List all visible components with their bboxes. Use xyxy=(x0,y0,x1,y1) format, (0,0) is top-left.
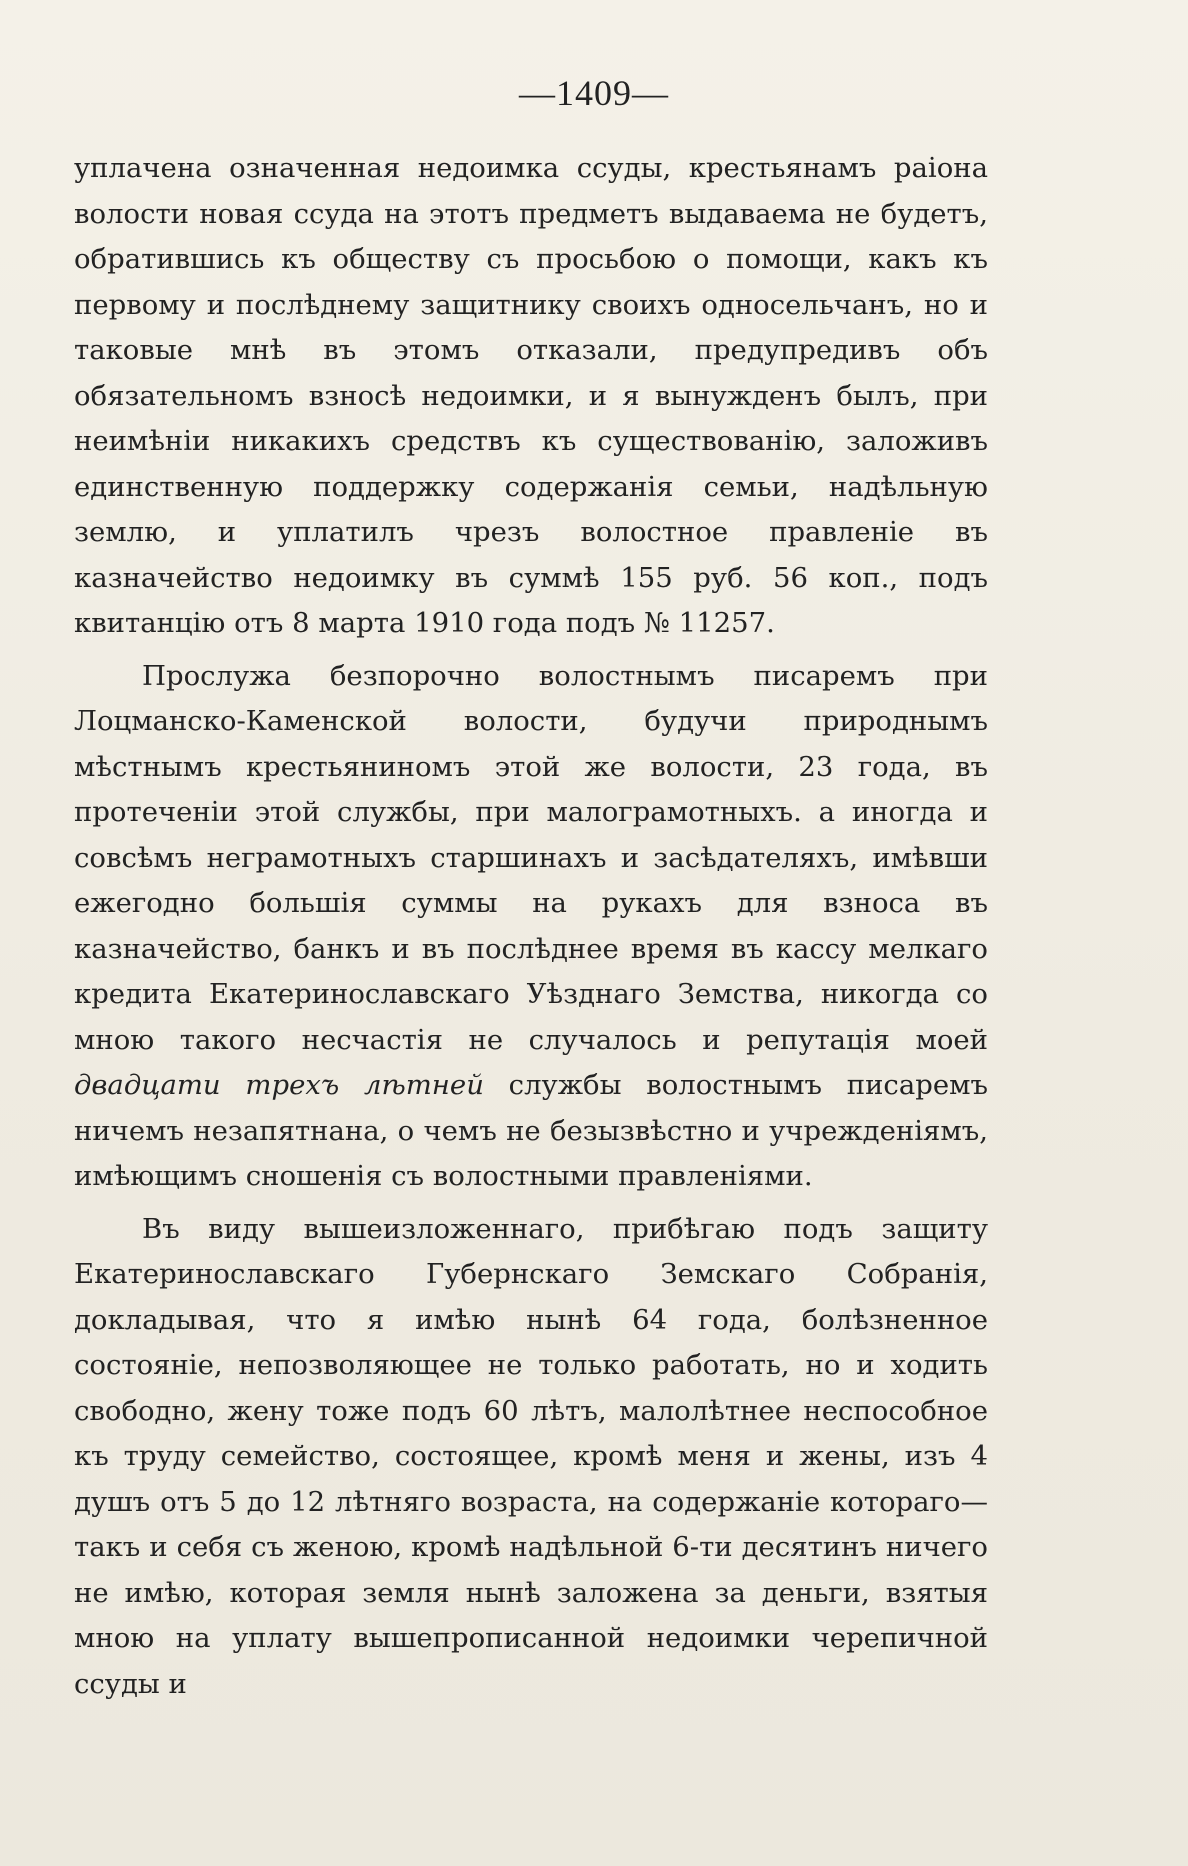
paragraph-2-italic-phrase: двадцати трехъ лѣтней xyxy=(74,1069,484,1101)
paragraph-1-text: уплачена означенная недоимка ссуды, крестьянамъ раіона волости новая ссуда на этотъ предметъ выдаваема не будетъ, обратившись къ обществу съ просьбою о помощи, какъ къ первому и послѣднему защитнику своихъ односельчанъ, но и таковые мнѣ въ этомъ отказали, предупредивъ объ обязательномъ взносѣ недоимки, и я вынужденъ былъ, при неимѣніи никакихъ средствъ къ существованію, заложивъ единственную поддержку содержанія семьи, надѣльную землю, и уплатилъ чрезъ волостное правленіе въ казначейство недоимку въ суммѣ 155 руб. 56 коп., подъ квитанцію отъ 8 марта 1910 года подъ № 11257. xyxy=(74,152,988,639)
paragraph-2 xyxy=(74,654,988,1200)
paragraph-3 xyxy=(74,1207,988,1708)
paragraph-1 xyxy=(74,146,988,647)
paragraph-2-text-start: Прослужа безпорочно волостнымъ писаремъ при Лоцманско-Каменской волости, будучи природнымъ мѣстнымъ крестьяниномъ этой же волости, 23 года, въ протеченіи этой службы, при малограмотныхъ. а иногда и совсѣмъ неграмотныхъ старшинахъ и засѣдателяхъ, имѣвши ежегодно большія суммы на рукахъ для взноса въ казначейство, банкъ и въ послѣднее время въ кассу мелкаго кредита Екатеринославскаго Уѣзднаго Земства, никогда со мною такого несчастія не случалось и репутація моей xyxy=(74,659,988,1056)
page-body-text xyxy=(74,146,988,1707)
paragraph-3-text: Въ виду вышеизложеннаго, прибѣгаю подъ защиту Екатеринославскаго Губернскаго Земскаго Собранія, докладывая, что я имѣю нынѣ 64 года, болѣзненное состояніе, непозволяющее не только работать, но и ходить свободно, жену тоже подъ 60 лѣтъ, малолѣтнее неспособное къ труду семейство, состоящее, кромѣ меня и жены, изъ 4 душъ отъ 5 до 12 лѣтняго возраста, на содержаніе котораго—такъ и себя съ женою, кромѣ надѣльной 6-ти десятинъ ничего не имѣю, которая земля нынѣ заложена за деньги, взятыя мною на уплату вышепрописанной недоимки черепичной ссуды и xyxy=(74,1212,988,1700)
page-number: —1409— xyxy=(519,73,669,113)
paragraph-2-text-end: службы волостнымъ писаремъ ничемъ незапятнана, о чемъ не безызвѣстно и учрежденіямъ, имѣющимъ сношенія съ волостными правленіями. xyxy=(74,1069,988,1192)
